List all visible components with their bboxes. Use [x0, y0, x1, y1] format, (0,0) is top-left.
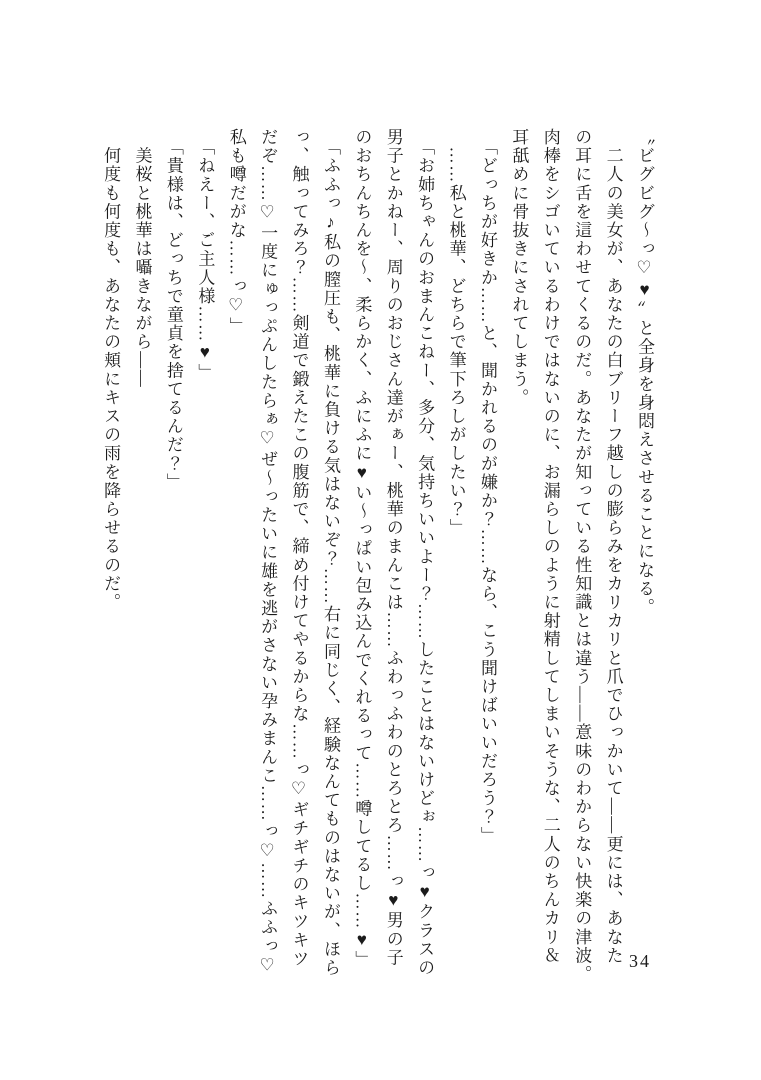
text-line: 男子とかねー、周りのおじさん達がぁー、桃華のまんこは……ふわっふわのとろとろ……っ♥男の子	[383, 128, 403, 967]
paragraph	[440, 128, 471, 968]
paragraph	[503, 128, 629, 984]
text-line: 「ふふっ♪私の膣圧も、桃華に負ける気はないぞ？……右に同じく、経験なんてものはないが、ほら	[320, 128, 340, 978]
text-block	[95, 128, 660, 984]
paragraph	[126, 128, 157, 968]
page-number: 34	[629, 951, 651, 971]
text-line: 何度も何度も、あなたの頬にキスの雨を降らせるのだ。	[101, 128, 121, 612]
paragraph	[346, 128, 440, 978]
text-line: 私も噂だがな……っ♡」	[226, 128, 246, 336]
paragraph	[472, 128, 503, 968]
text-line: だぞ……♡一度にゅっぷんしたらぁ♡ぜ〜ったいに雄を逃がさない孕みまんこ……っ♡……ふふっ♡	[258, 128, 278, 977]
text-line: 肉棒をシゴいているわけではないのに、お漏らしのように射精してしまいそうな、二人のちんカリ＆	[540, 128, 560, 965]
text-line: の耳に舌を這わせてくるのだ。あなたが知っている性知識とは違う――意味のわからない快楽の津波。	[572, 128, 592, 984]
paragraph	[189, 128, 220, 968]
text-line: っ、触ってみろ？……剣道で鍛えたこの腹筋で、締め付けてやるからな……っ♡ギチギチのキツキツ	[289, 128, 309, 968]
text-line: 「貴様は、どっちで童貞を捨てるんだ？」	[163, 128, 183, 492]
paragraph	[220, 128, 346, 978]
text-line: のおちんちんを〜、柔らかく、ふにふに♥い〜っぱい包み込んでくれるって……噂してるし……♥」	[352, 128, 372, 969]
paragraph	[95, 128, 126, 968]
text-line: ……私と桃華、どちらで筆下ろしがしたい？」	[446, 128, 466, 538]
text-line: 「どっちが好きか……と、聞かれるのが嫌か？……なら、こう聞けばいいだろう？」	[477, 128, 497, 845]
text-line: 〝ビグビグ〜っ♡♥〟と全身を身悶えさせることになる。	[635, 128, 654, 617]
text-line: 「お姉ちゃんのおまんこねー、多分、気持ちいいよー？……したことはないけどぉ……っ♥クラスの	[415, 128, 435, 978]
paragraph	[629, 128, 660, 968]
text-line: 耳舐めに骨抜きにされてしまう。	[509, 128, 529, 407]
paragraph	[158, 128, 189, 968]
text-line: 二人の美女が、あなたの白ブリーフ越しの膨らみをカリカリと爪でひっかいて――更には、あなた	[603, 128, 623, 965]
text-line: 美桜と桃華は囁きながら――	[132, 128, 152, 389]
text-line: 「ねえー、ご主人様……♥」	[195, 128, 215, 382]
